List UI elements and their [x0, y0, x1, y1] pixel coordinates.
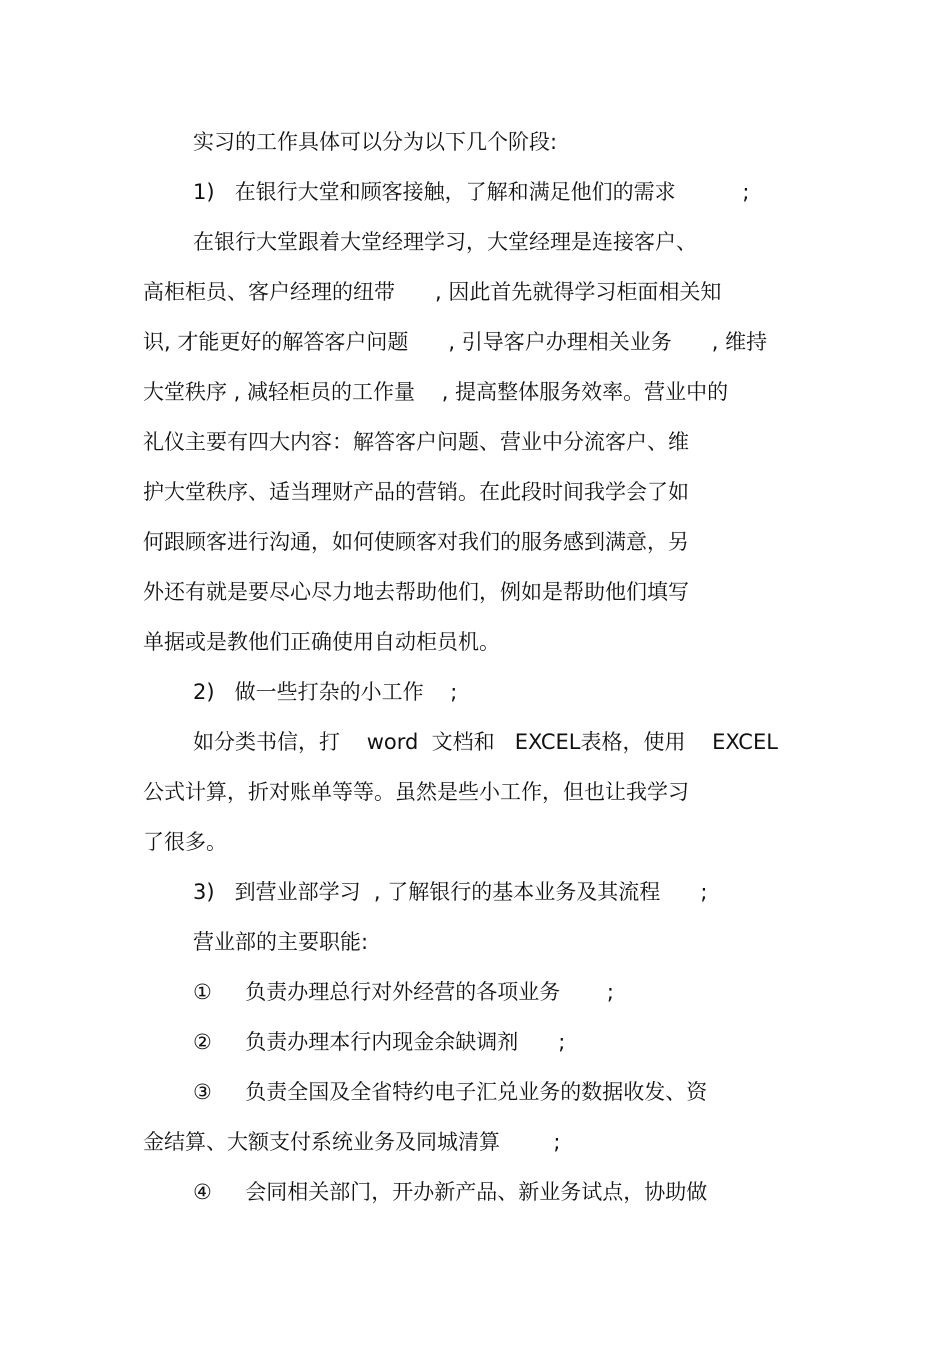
text-line-8: 护大堂秩序、适当理财产品的营销。在此段时间我学会了如: [143, 480, 689, 504]
text-line-4: 高柜柜员、客户经理的纽带 , 因此首先就得学习柜面相关知: [143, 280, 722, 304]
text-line-12: 2) 做一些打杂的小工作 ;: [193, 680, 458, 704]
text-line-15: 了很多。: [143, 830, 227, 854]
text-line-2: 1) 在银行大堂和顾客接触，了解和满足他们的需求 ;: [193, 180, 750, 204]
text-line-22: ④ 会同相关部门，开办新产品、新业务试点，协助做: [193, 1180, 708, 1204]
text-line-19: ② 负责办理本行内现金余缺调剂 ;: [193, 1030, 566, 1054]
text-line-5: 识, 才能更好的解答客户问题 , 引导客户办理相关业务 , 维持: [143, 330, 768, 354]
text-line-16: 3) 到营业部学习 , 了解银行的基本业务及其流程 ;: [193, 880, 708, 904]
text-line-1: 实习的工作具体可以分为以下几个阶段:: [193, 130, 558, 154]
text-line-18: ① 负责办理总行对外经营的各项业务 ;: [193, 980, 615, 1004]
text-line-10: 外还有就是要尽心尽力地去帮助他们，例如是帮助他们填写: [143, 580, 689, 604]
text-line-11: 单据或是教他们正确使用自动柜员机。: [143, 630, 500, 654]
text-line-13: 如分类书信，打 word 文档和 EXCEL表格，使用 EXCEL: [193, 730, 778, 754]
text-line-14: 公式计算，折对账单等等。虽然是些小工作，但也让我学习: [143, 780, 689, 804]
text-line-9: 何跟顾客进行沟通，如何使顾客对我们的服务感到满意，另: [143, 530, 689, 554]
text-line-21: 金结算、大额支付系统业务及同城清算 ;: [143, 1130, 561, 1154]
text-line-3: 在银行大堂跟着大堂经理学习，大堂经理是连接客户、: [193, 230, 697, 254]
text-line-6: 大堂秩序 , 减轻柜员的工作量 , 提高整体服务效率。营业中的: [143, 380, 729, 404]
text-line-7: 礼仪主要有四大内容：解答客户问题、营业中分流客户、维: [143, 430, 689, 454]
text-line-17: 营业部的主要职能:: [193, 930, 369, 954]
text-line-20: ③ 负责全国及全省特约电子汇兑业务的数据收发、资: [193, 1080, 708, 1104]
